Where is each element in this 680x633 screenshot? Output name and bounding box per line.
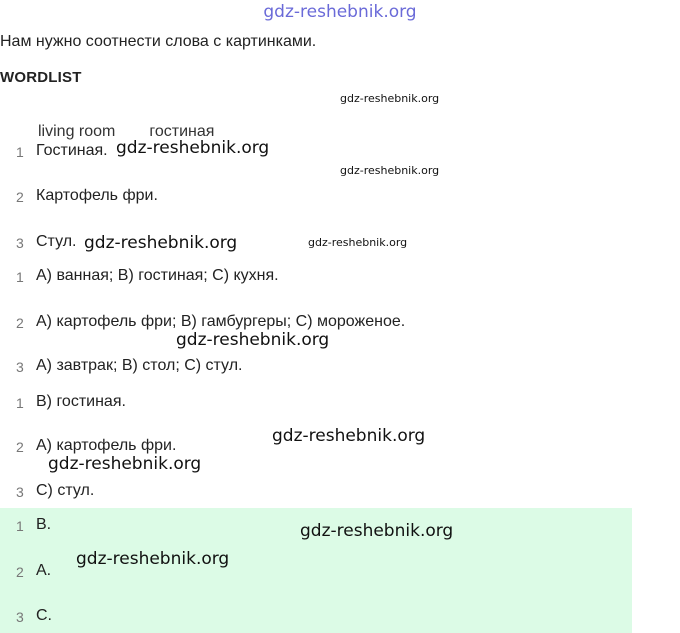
watermark: gdz-reshebnik.org [176, 330, 330, 350]
site-header-watermark: gdz-reshebnik.org [263, 2, 417, 22]
watermark: gdz-reshebnik.org [340, 164, 440, 177]
watermark: gdz-reshebnik.org [300, 521, 454, 541]
list-item-number: 2 [16, 189, 24, 205]
task-instruction: Нам нужно соотнести слова с картинками. [0, 33, 317, 50]
answer-text: A. [36, 562, 52, 579]
list-item-number: 3 [16, 484, 24, 500]
list-item-number: 1 [16, 144, 24, 160]
wordlist-clipped-entry [38, 119, 215, 140]
answer-number: 3 [16, 609, 24, 625]
list-item-text: Картофель фри. [36, 187, 158, 204]
list-item-number: 1 [16, 269, 24, 285]
watermark: gdz-reshebnik.org [48, 454, 202, 474]
wordlist-word: living room [38, 123, 116, 140]
list-item-number: 2 [16, 315, 24, 331]
list-item-number: 1 [16, 395, 24, 411]
watermark: gdz-reshebnik.org [340, 92, 440, 105]
wordlist-heading: WORDLIST [0, 69, 82, 86]
answer-number: 2 [16, 564, 24, 580]
list-item-text: A) картофель фри. [36, 437, 177, 454]
wordlist-translation: гостиная [149, 123, 215, 140]
list-item-text: A) завтрак; B) стол; C) стул. [36, 357, 243, 374]
answer-text: C. [36, 607, 52, 624]
list-item-text: Стул. [36, 233, 77, 250]
list-item-text: A) картофель фри; B) гамбургеры; C) мороженое. [36, 313, 406, 330]
list-item-text: Гостиная. [36, 142, 108, 159]
list-item-number: 3 [16, 235, 24, 251]
list-item-text: B) гостиная. [36, 393, 126, 410]
watermark: gdz-reshebnik.org [76, 549, 230, 569]
list-item-text: C) стул. [36, 482, 95, 499]
watermark: gdz-reshebnik.org [272, 426, 426, 446]
watermark: gdz-reshebnik.org [116, 138, 270, 158]
watermark: gdz-reshebnik.org [84, 233, 238, 253]
watermark: gdz-reshebnik.org [308, 236, 408, 249]
list-item-number: 3 [16, 359, 24, 375]
answer-text: B. [36, 516, 52, 533]
list-item-text: A) ванная; B) гостиная; C) кухня. [36, 267, 279, 284]
answer-number: 1 [16, 518, 24, 534]
list-item-number: 2 [16, 439, 24, 455]
